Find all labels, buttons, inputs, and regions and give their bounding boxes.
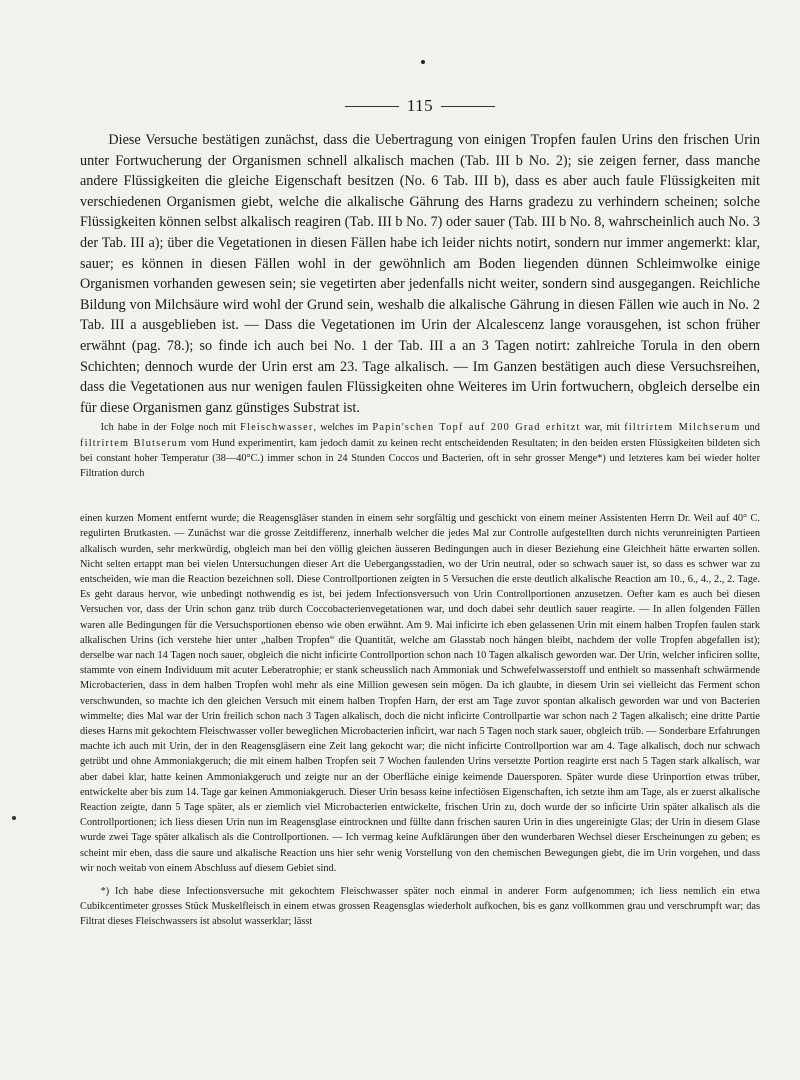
spaced-term: Papin'schen Topf auf 200 Grad erhitzt <box>372 422 581 434</box>
text-run: , welches im <box>313 422 373 434</box>
main-paragraph: Diese Versuche bestätigen zunächst, dass die Uebertragung von einigen Tropfen faulen Urins den frischen Urin unter Fortwucherung der Organismen schnell alkalisch machen (Tab. III b No. 2); sie zeigen ferner, dass manche andere Flüssigkeiten die gleiche Eigenschaft besitzen (No. 6 Tab. III b), dass es aber auch faule Flüssigkeiten mit verschiedenen Organismen giebt, welche die alkalische Gährung des Harns gradezu zu verhindern scheinen; solche Flüssigkeiten können selbst alkalisch reagiren (Tab. III b No. 7) oder sauer (Tab. III b No. 8, wahrscheinlich auch No. 3 der Tab. III a); über die Vegetationen in diesen Fällen habe ich leider nichts notirt, sondern nur immer angemerkt: klar, sauer; es können in diesen Fällen wohl in der gewöhnlich am Boden liegenden dünnen Schleimwolke einige Organismen vorhanden gewesen sein; sie vegetirten aber jedenfalls nicht weiter, sondern sind ausgegangen. Reichliche Bildung von Milchsäure wird wohl der Grund sein, weshalb die alkalische Gährung in diesen Fällen wie auch in No. 2 Tab. III a ausgeblieben ist. — Dass die Vegetationen im Urin der Alcalescenz lange vorausgehen, ist schon früher erwähnt (pag. 78.); so finde ich auch bei No. 1 der Tab. III a an 3 Tagen notirt: zahlreiche Torula in den obern Schichten; dennoch wurde der Urin erst am 23. Tage alkalisch. — Im Ganzen bestätigen auch diese Versuchsreihen, dass die Vegetationen aus nur wenigen faulen Flüssigkeiten ohne Weiteres im Urin fortwuchern, obgleich derselbe ein für diese Organismen ganz günstiges Substrat ist. <box>80 132 760 416</box>
header-rule-left <box>345 106 399 107</box>
text-run: vom Hund experimentirt, kam jedoch damit zu keinen recht entscheidenden Resultaten; in den beiden ersten Flüssigkeiten bildeten sich bei constant hoher Temperatur (38—40°C.) immer schon in 24 Stunden Coccos und Bacterien, oft in sehr grosser Menge*) und letzteres kam bei wieder holter Filtration durch <box>80 437 760 479</box>
print-speck <box>421 60 425 64</box>
spaced-term: Fleischwasser <box>240 422 314 434</box>
spaced-term: filtrirtem Blutserum <box>80 437 188 449</box>
paragraph-gap <box>80 481 760 511</box>
page-number: 115 <box>406 96 434 115</box>
text-run: war, mit <box>580 422 625 434</box>
small-paragraph-intro <box>80 420 760 481</box>
page-header <box>80 96 760 116</box>
header-rule-right <box>441 106 495 107</box>
small-paragraph-continued: einen kurzen Moment entfernt wurde; die Reagensgläser standen in einem sehr sorgfältig und geschickt von einem meiner Assistenten Herrn Dr. Weil auf 40° C. regulirten Brutkasten. — Zunächst war die grosse Zeitdifferenz, innerhalb welcher die jedes Mal zur Controlle aufgestellten durch nichts verunreinigten Partieen alkalisch wurden, sehr merkwürdig, obgleich man bei den völlig gleichen äusseren Bedingungen auch in dieser Beziehung eine Gleichheit hätte erwarten sollen. Nicht selten ertappt man bei vielen Untersuchungen dieser Art die Uebergangsstadien, wo der Urin neutral, oder so schwach sauer ist, so dass es schwer war zu entscheiden, wie man die Reaction bezeichnen soll. Diese Controllportionen zeigten in 5 Versuchen die erste deutlich alkalische Reaction am 10., 6., 4., 2., 2. Tage. Es geht daraus hervor, wie unbedingt nothwendig es ist, bei jedem Infectionsversuch von Urin Controllportionen anzusetzen. Oefter kam es auch bei diesen Versuchen vor, dass der Urin schon ganz trüb durch Coccobacterienvegetationen war, und doch dabei sehr deutlich sauer reagirte. — In allen folgenden Fällen waren alle Bedingungen für die Versuchsportionen ebenso wie oben erwähnt. Am 9. Mai inficirte ich eben gelassenen Urin mit einem halben Tropfen faulen stark alkalischen Urins (ich verstehe hier unter „halben Tropfen“ die Quantität, welche am Glasstab noch hängen bleibt, nachdem der volle Tropfen abgefallen ist); derselbe war nach 14 Tagen noch sauer, obgleich die nicht inficirte Controllportion schon nach 10 Tagen alkalisch geworden war. Der Urin, welcher inficiren sollte, stammte von einem Individuum mit acuter Leberatrophie; er stank scheusslich nach Ammoniak und Schwefelwasserstoff und enthielt so massenhaft schwärmende Microbacterien, dass in dem halben Tropfen wohl mehr als eine Million gewesen sein mögen. Da ich glaubte, in diesem Urin sei vielleicht das Ferment schon verschwunden, so machte ich den gleichen Versuch mit einem halben Tropfen Harn, der erst am Tage zuvor spontan alkalisch geworden war und von Bacterien wimmelte; dies Mal war der Urin freilich schon nach 3 Tagen alkalisch, doch die nicht inficirte Controllpartie war schon nach 2 Tagen alkalisch; eine dritte Partie dieses Harns mit gekochtem Fleischwasser voller beweglichen Microbacterien inficirt, war nach 5 Tagen noch stark sauer, obgleich trüb. — Sonderbare Erfahrungen machte ich auch mit Urin, der in den Reagensgläsern eine Zeit lang gekocht war; die nicht inficirte Controllportion war am 4. Tage alkalisch, doch nur schwach getrübt und ohne Ammoniakgeruch; die mit einem halben Tropfen seit 7 Wochen faulenden Urins versetzte Portion reagirte erst nach 5 Tagen stark alkalisch, war aber dabei klar, hatte keinen Ammoniakgeruch und zeigte nur an der Oberfläche einige keimende Dauersporen. Später wurde diese Urinportion etwas trüber, entwickelte aber bis zum 14. Tage gar keinen Ammoniakgeruch. Dieser Urin besass keine infectiösen Eigenschaften, ich setzte ihm am Tage, als er zuerst alkalische Reaction zeigte, dann 5 Tage später, als er ziemlich viel Microbacterien entwickelte, frischen Urin zu, doch wurde der so inficirte Urin später alkalisch als die Controllportionen; ich liess diesen Urin nun im Reagensglase eintrocknen und füllte dann frischen sauren Urin in dies ungereinigte Glas; der Urin in diesem Glase wurde zwei Tage später alkalisch als die Controllportionen. — Ich vermag keine Aufklärungen über den wunderbaren Wechsel dieser Erscheinungen zu geben; es scheint mir eben, dass die saure und alkalische Reaction uns hier sehr wenig Vorstellung von den chemischen Bewegungen giebt, die im Urin vorgehen, und dass wir noch weitab von einem Abschluss auf diesem Gebiet sind. <box>80 513 760 874</box>
text-run: und <box>740 422 760 434</box>
spaced-term: filtrirtem Milchserum <box>624 422 741 434</box>
text-run: Ich habe in der Folge noch mit <box>100 422 241 434</box>
margin-speck <box>12 816 16 820</box>
footnote: *) Ich habe diese Infectionsversuche mit gekochtem Fleischwasser später noch einmal in anderer Form aufgenommen; ich liess nemlich ein etwa Cubikcentimeter grosses Stück Muskelfleisch in einem etwas grossen Reagensglas wiederholt aufkochen, bis es ganz vollkommen grau und verschrumpft war; das Filtrat dieses Fleischwassers ist absolut wasserklar; lässt <box>80 886 760 928</box>
